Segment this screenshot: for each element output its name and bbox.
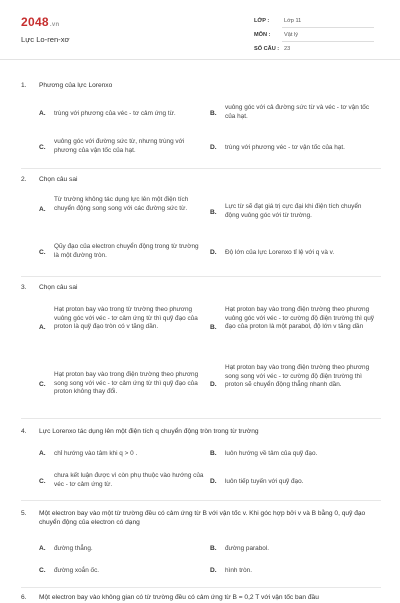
question-1-number: 1. — [21, 82, 27, 89]
question-4-number: 4. — [21, 428, 27, 435]
question-divider — [21, 500, 381, 501]
question-divider — [21, 418, 381, 419]
meta-class-label: LỚP : — [254, 18, 270, 24]
site-logo-suffix: .vn — [49, 22, 60, 28]
question-6-number: 6. — [21, 594, 27, 601]
meta-subject-label: MÔN : — [254, 32, 271, 38]
question-5-number: 5. — [21, 510, 27, 517]
question-divider — [21, 276, 381, 277]
site-logo[interactable]: 2048.vn — [21, 15, 60, 29]
question-divider — [21, 168, 381, 169]
meta-class — [254, 18, 374, 33]
question-1-text: Phương của lực Lorenxo — [39, 82, 113, 89]
page-header — [0, 0, 400, 60]
question-divider — [21, 587, 381, 588]
question-5-text: Một electron bay vào một từ trường đều có cảm ứng từ B với vận tốc v. Khi góc hợp bởi v và B bằng 0, quỹ đạo chuyển động của electron có dạng — [39, 510, 366, 526]
meta-subject-value: Vật lý — [284, 32, 298, 38]
question-3-text: Chọn câu sai — [39, 284, 78, 291]
question-2-text: Chọn câu sai — [39, 176, 78, 183]
meta-count-value: 23 — [284, 46, 291, 52]
meta-count — [254, 46, 374, 61]
meta-class-value: Lớp 11 — [284, 18, 302, 24]
question-3-number: 3. — [21, 284, 27, 291]
question-4-text: Lực Lorenxo tác dụng lên một điện tích q chuyển động tròn trong từ trường — [39, 428, 259, 435]
question-2-number: 2. — [21, 176, 27, 183]
meta-subject — [254, 32, 374, 47]
page-title: Lực Lo-ren-xơ — [21, 35, 70, 44]
meta-count-label: SỐ CÂU : — [254, 46, 280, 52]
question-6-text: Một electron bay vào không gian có từ trường đều có cảm ứng từ B = 0,2 T với vận tốc ban đầu — [39, 594, 319, 601]
